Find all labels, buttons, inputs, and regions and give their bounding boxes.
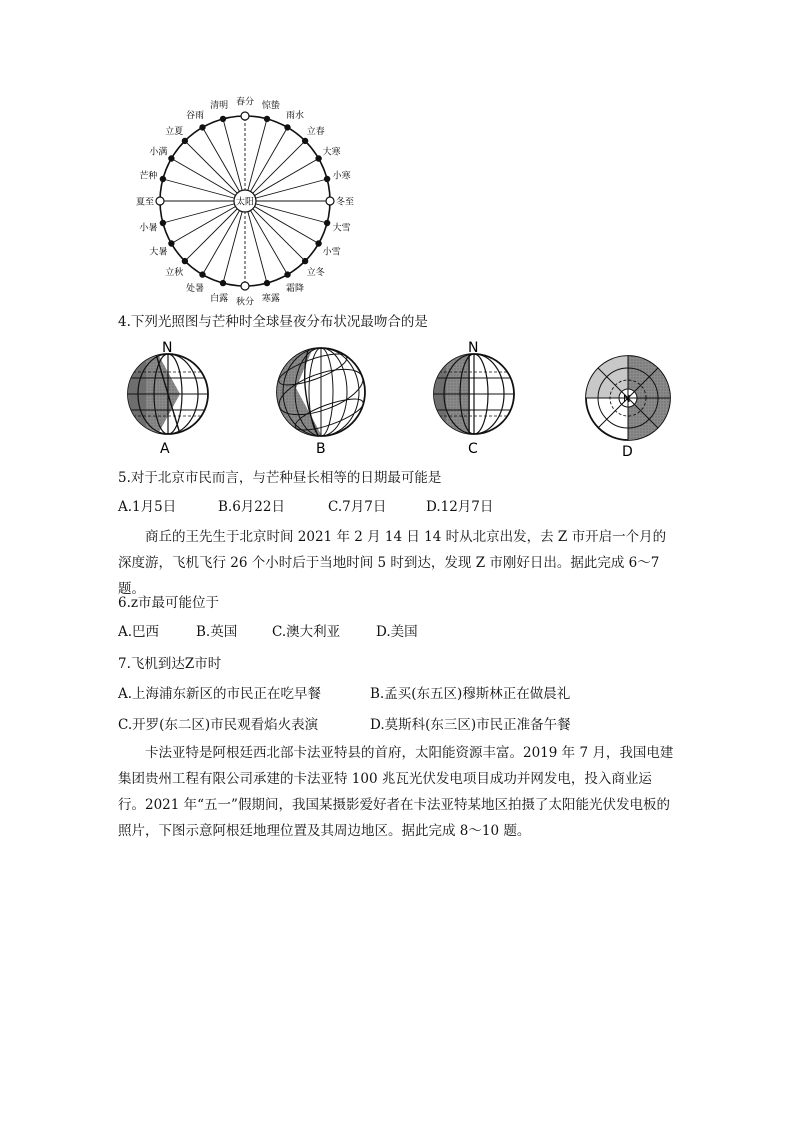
orbit-ray: [171, 159, 245, 202]
illumination-globes: [118, 338, 698, 460]
q5-option-d[interactable]: D.12月7日: [426, 499, 494, 515]
solar-term-label: 立夏: [165, 126, 184, 137]
passage-cafayate: 卡法亚特是阿根廷西北部卡法亚特县的首府，太阳能资源丰富。2019 年 7 月，我国电建集团贵州工程有限公司承建的卡法亚特 100 兆瓦光伏发电项目成功并网发电，投入商业运行。2021 年“五一”假期间，我国某摄影爱好者在卡法亚特某地区拍摄了太阳能光伏发电板的照片，下图示意阿根廷地理位置及其周边地区。据此完成 8～10 题。: [118, 745, 674, 839]
solar-term-dot: [220, 281, 225, 286]
solar-term-dot: [182, 259, 187, 264]
solar-term-label: 雨水: [285, 110, 305, 121]
orbit-ray: [245, 201, 327, 223]
orbit-ray: [163, 201, 245, 223]
solar-term-label: 大雪: [332, 223, 351, 234]
solar-term-label: 大暑: [149, 247, 168, 258]
solar-term-dot: [316, 156, 321, 161]
globe-c: [434, 340, 514, 457]
q7-options-row1: [118, 684, 570, 704]
orbit-ray: [223, 201, 245, 283]
passage-zcity: 商丘的王先生于北京时间 2021 年 2 月 14 日 14 时从北京出发，去 Z 市开启一个月的深度游，飞机飞行 26 个小时后于当地时间 5 时到达，发现 Z 市刚好日出。据此完成 6～7 题。: [118, 529, 667, 597]
solar-term-label: 小暑: [139, 223, 158, 234]
solar-term-dot: [303, 259, 308, 264]
q7-option-b[interactable]: B.孟买(东五区)穆斯林正在做晨礼: [370, 686, 571, 702]
solar-term-dot: [316, 241, 321, 246]
solar-term-label: 惊蛰: [261, 100, 280, 111]
q5-option-a[interactable]: A.1月5日: [118, 499, 177, 515]
solar-term-label: 立冬: [306, 268, 325, 279]
orbit-ray: [163, 179, 245, 201]
orbit-ray: [171, 201, 245, 244]
q5-option-b[interactable]: B.6月22日: [218, 499, 285, 515]
globe-a-letter: A: [160, 441, 170, 457]
q5-options: [118, 497, 493, 517]
orbit-ray: [245, 119, 267, 201]
solar-term-label: 处暑: [185, 284, 205, 295]
solar-term-label: 大寒: [322, 147, 341, 158]
globe-d: [586, 356, 670, 460]
solar-term-label: 秋分: [235, 297, 255, 308]
solar-term-label: 谷雨: [185, 110, 205, 121]
solar-term-dot: [285, 125, 290, 130]
q6-option-d[interactable]: D.美国: [376, 624, 418, 640]
solar-term-label: 冬至: [335, 197, 355, 208]
q6-option-a[interactable]: A.巴西: [118, 624, 160, 640]
solar-terms-diagram: [135, 96, 370, 308]
orbit-ray: [245, 141, 305, 201]
solar-term-label: 寒露: [261, 294, 280, 305]
orbit-ray: [203, 201, 246, 275]
orbit-ray: [223, 119, 245, 201]
q7-options-row2: [118, 715, 571, 735]
solar-term-dot: [325, 176, 330, 181]
solar-term-dot: [182, 138, 187, 143]
solar-term-dot: [264, 281, 269, 286]
q7-stem: 7.飞机到达Z市时: [118, 656, 222, 672]
solar-term-dot: [160, 220, 165, 225]
orbit-ray: [203, 127, 246, 201]
orbit-ray: [245, 201, 305, 261]
globe-c-north: N: [468, 340, 479, 356]
solar-term-dot: [220, 116, 225, 121]
solar-term-dot: [200, 272, 205, 277]
solar-term-dot: [200, 125, 205, 130]
globe-a-north: N: [162, 340, 173, 356]
q7-option-a[interactable]: A.上海浦东新区的市民正在吃早餐: [118, 686, 322, 702]
solar-term-dot: [285, 272, 290, 277]
globe-c-letter: C: [468, 441, 478, 457]
q6-stem: 6.z市最可能位于: [118, 595, 219, 611]
q5-stem: 5.对于北京市民而言，与芒种昼长相等的日期最可能是: [118, 470, 442, 486]
globe-a: [128, 340, 208, 457]
q7-option-c[interactable]: C.开罗(东二区)市民观看焰火表演: [118, 717, 319, 733]
orbit-ray: [245, 201, 267, 283]
globe-d-letter: D: [622, 444, 633, 460]
solar-term-dot: [303, 138, 308, 143]
orbit-ray: [245, 127, 288, 201]
solar-term-label: 立秋: [165, 268, 184, 279]
orbit-ray: [185, 141, 245, 201]
globe-d-north: N: [623, 394, 631, 405]
solar-term-dot: [160, 176, 165, 181]
solar-term-dot: [241, 112, 249, 120]
solar-term-dot: [264, 116, 269, 121]
globe-b-letter: B: [316, 441, 326, 457]
q6-option-c[interactable]: C.澳大利亚: [272, 624, 341, 640]
q6-options: [118, 622, 418, 642]
solar-term-label: 白露: [210, 294, 229, 305]
orbit-ray: [245, 201, 319, 244]
solar-term-dot: [241, 282, 249, 290]
solar-term-label: 清明: [210, 100, 229, 111]
orbit-ray: [245, 201, 288, 275]
solar-term-dot: [326, 197, 334, 205]
solar-term-dot: [169, 241, 174, 246]
orbit-ray: [185, 201, 245, 261]
q6-option-b[interactable]: B.英国: [196, 624, 238, 640]
orbit-ray: [245, 179, 327, 201]
orbit-ray: [245, 159, 319, 202]
solar-term-label: 小满: [149, 147, 168, 158]
solar-term-label: 春分: [235, 97, 255, 108]
solar-term-label: 夏至: [135, 197, 155, 208]
q7-option-d[interactable]: D.莫斯科(东三区)市民正准备午餐: [370, 717, 571, 733]
solar-term-label: 小雪: [322, 247, 341, 258]
sun-label: 太阳: [235, 197, 255, 208]
solar-term-dot: [156, 197, 164, 205]
solar-term-label: 小寒: [332, 171, 351, 182]
solar-term-label: 霜降: [285, 284, 305, 295]
q4-stem: 4.下列光照图与芒种时全球昼夜分布状况最吻合的是: [118, 314, 428, 330]
solar-term-dot: [325, 220, 330, 225]
solar-term-label: 立春: [306, 126, 325, 137]
solar-term-label: 芒种: [139, 171, 158, 182]
globe-b: [273, 348, 368, 457]
solar-term-dot: [169, 156, 174, 161]
q5-option-c[interactable]: C.7月7日: [328, 499, 387, 515]
